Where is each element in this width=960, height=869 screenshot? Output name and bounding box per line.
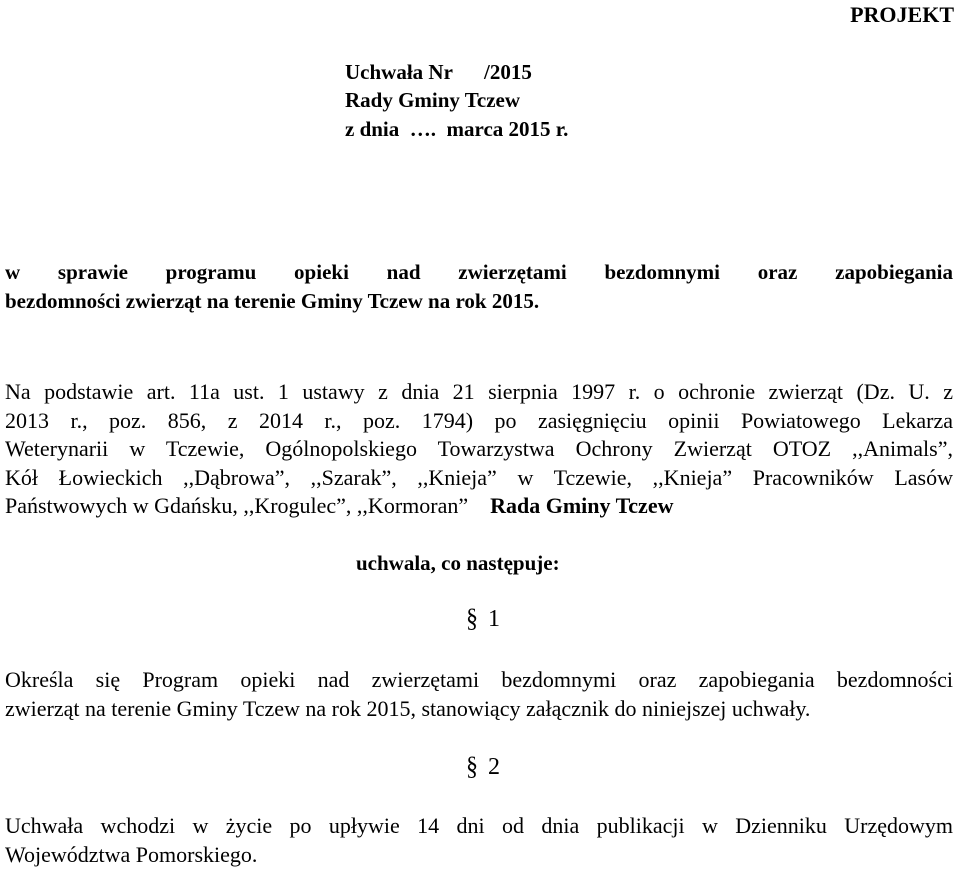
resolves-heading: uchwala, co następuje: — [356, 551, 560, 575]
council-enacting: Rada Gminy Tczew — [490, 493, 674, 518]
preamble-line-2: 2013 r., poz. 856, z 2014 r., poz. 1794) po zasięgnięciu opinii Powiatowego Lekarza — [5, 408, 953, 433]
preamble-line-3: Weterynarii w Tczewie, Ogólnopolskiego Towarzystwa Ochrony Zwierząt OTOZ ,,Animals”, — [5, 436, 953, 461]
preamble-line-5-text: Państwowych w Gdańsku, ,,Krogulec”, ,,Kormoran” — [5, 493, 469, 518]
preamble-line-4: Kół Łowieckich ,,Dąbrowa”, ,,Szarak”, ,,Knieja” w Tczewie, ,,Knieja” Pracowników Lasów — [5, 465, 953, 490]
section-1-heading — [466, 604, 500, 634]
subject-line-2: bezdomności zwierząt na terenie Gminy Tczew na rok 2015. — [5, 289, 540, 313]
resolution-number: Uchwała Nr /2015 — [345, 60, 532, 84]
section-2-line-1: Uchwała wchodzi w życie po upływie 14 dni od dnia publikacji w Dzienniku Urzędowym — [5, 813, 953, 838]
subject-line-1: w sprawie programu opieki nad zwierzętami bezdomnymi oraz zapobiegania — [5, 260, 953, 284]
draft-stamp: PROJEKT — [850, 2, 954, 27]
section-1-line-2: zwierząt na terenie Gminy Tczew na rok 2015, stanowiący załącznik do niniejszej uchwały. — [5, 696, 811, 721]
resolution-date: z dnia …. marca 2015 r. — [345, 117, 569, 141]
preamble-line-5 — [5, 491, 673, 520]
section-1-number: 1 — [488, 606, 500, 632]
council-name: Rady Gminy Tczew — [345, 88, 521, 112]
paragraph-sign-icon: § — [466, 752, 478, 782]
section-2-number: 2 — [488, 754, 500, 780]
section-2-heading — [466, 752, 500, 782]
section-2-line-2: Województwa Pomorskiego. — [5, 842, 258, 867]
paragraph-sign-icon: § — [466, 604, 478, 634]
preamble-line-1: Na podstawie art. 11a ust. 1 ustawy z dnia 21 sierpnia 1997 r. o ochronie zwierząt (Dz. U. z — [5, 379, 953, 404]
section-1-line-1: Określa się Program opieki nad zwierzętami bezdomnymi oraz zapobiegania bezdomności — [5, 667, 953, 692]
